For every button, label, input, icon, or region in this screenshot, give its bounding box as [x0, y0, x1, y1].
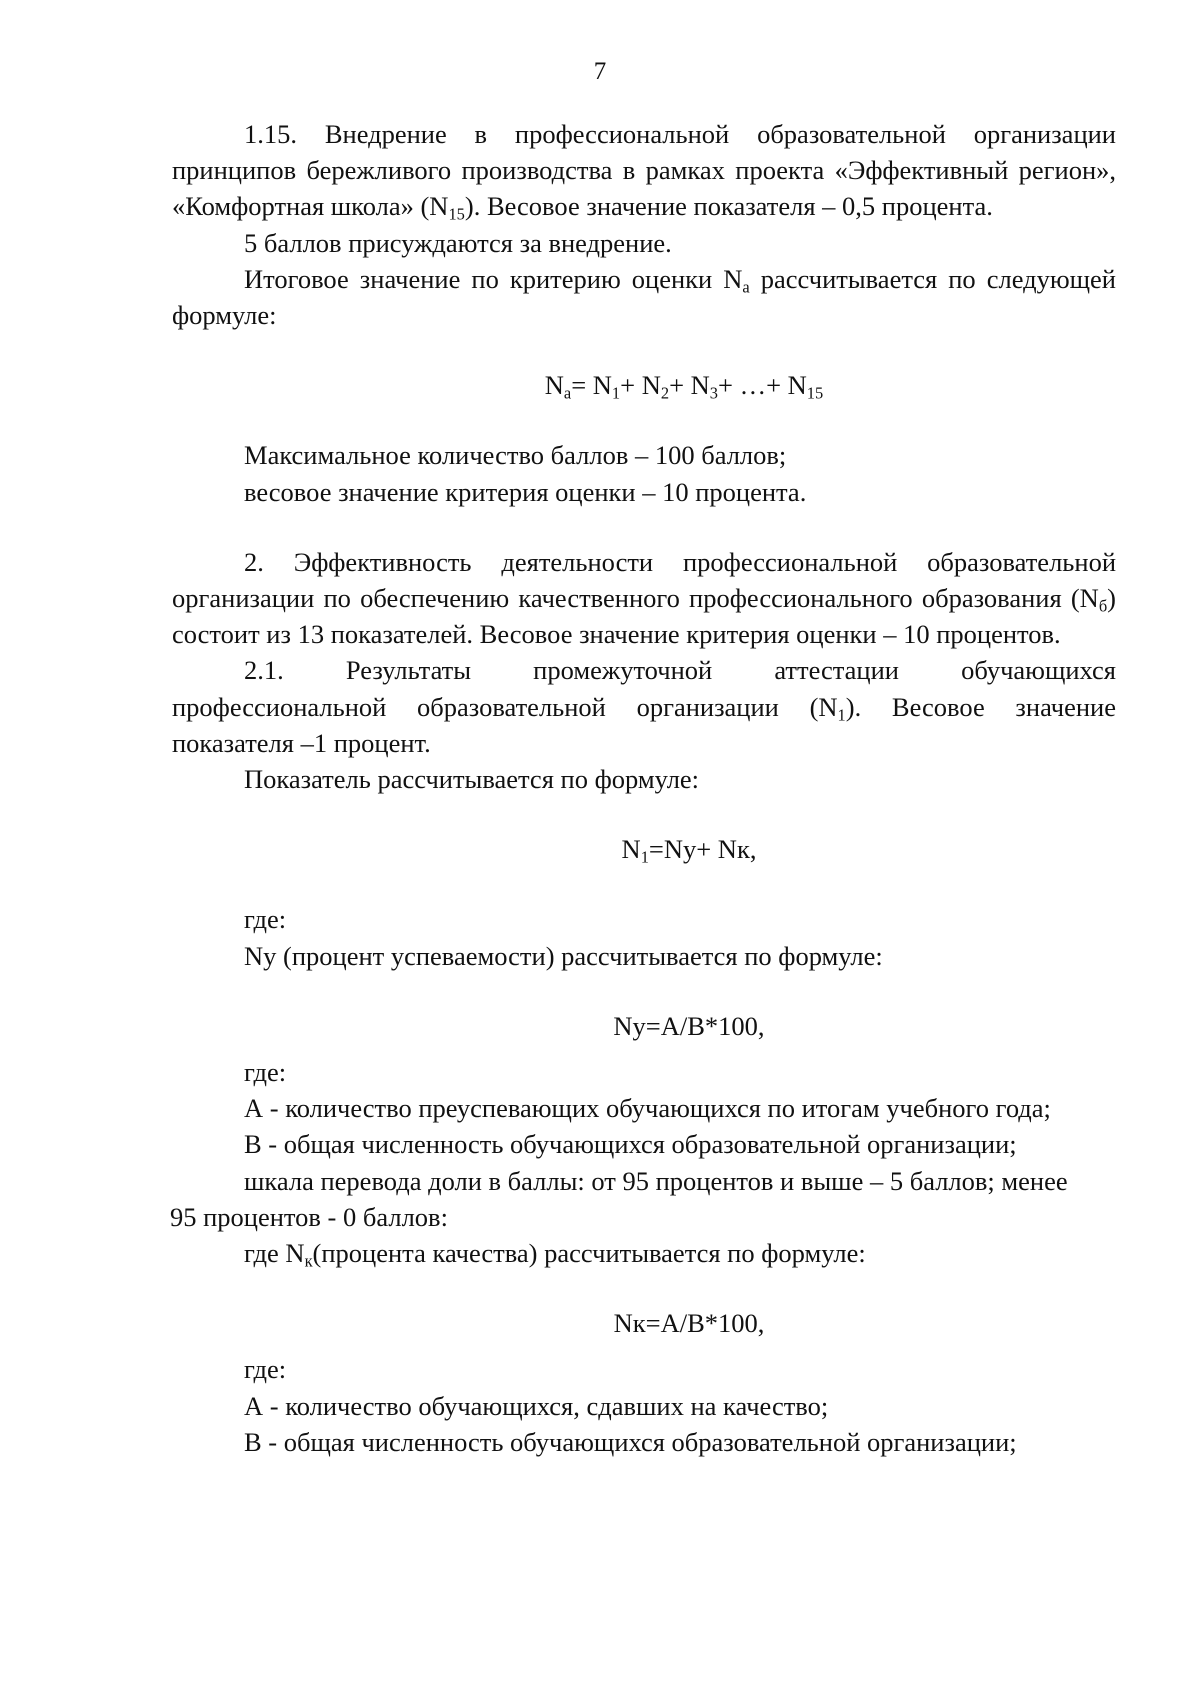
scale-line-1: шкала перевода доли в баллы: от 95 процентов и выше – 5 баллов; менее — [244, 1165, 1068, 1196]
paragraph-2-1-first-line: 2.1. Результаты промежуточной аттестации обучающихся — [244, 655, 1116, 686]
formula-ny: Nу=А/В*100, — [613, 1010, 765, 1041]
nk-intro: где $N_к(процента$ качества) рассчитывается по формуле: — [244, 1238, 866, 1271]
b-definition-2: В - общая численность обучающихся образовательной организации; — [244, 1426, 1017, 1457]
where-label-1: где: — [244, 904, 287, 935]
scale-line-2: 95 процентов - 0 баллов: — [170, 1201, 448, 1232]
max-score-line: Максимальное количество баллов – 100 баллов; — [244, 440, 787, 471]
formula-na: $N_а= N_1+ N_2+ N_3+$ …+ $N_{15}$ — [544, 370, 824, 403]
where-label-3: где: — [244, 1354, 287, 1385]
b-definition: В - общая численность обучающихся образовательной организации; — [244, 1129, 1017, 1160]
formula-nk: Nк=А/В*100, — [613, 1308, 765, 1339]
a-definition: А - количество преуспевающих обучающихся по итогам учебного года; — [244, 1093, 1051, 1124]
paragraph-2-1-rest: профессиональной образовательной организации $(N_1)$. Весовое значение показателя –1 процент. — [172, 691, 1117, 758]
paragraph-total-intro: Итоговое значение по критерию оценки $N_а$ рассчитывается по следующей формуле: — [172, 263, 1116, 331]
page-number: 7 — [593, 58, 607, 85]
calc-intro: Показатель рассчитывается по формуле: — [244, 764, 700, 795]
where-label-2: где: — [244, 1057, 287, 1088]
a-definition-2: А - количество обучающихся, сдавших на качество; — [244, 1390, 829, 1421]
weight-line: весовое значение критерия оценки – 10 процента. — [244, 476, 807, 507]
document-body — [172, 116, 1116, 1460]
paragraph-1-15: 1.15. Внедрение в профессиональной образовательной организации принципов бережливого производства в рамках проекта «Эффективный регион», «Комфортная школа» $(N_{15})$. Весовое значение показателя – 0,5 процента. — [172, 119, 1116, 224]
paragraph-award: 5 баллов присуждаются за внедрение. — [244, 227, 672, 258]
paragraph-2: 2. Эффективность деятельности профессиональной образовательной организации по обеспечению качественного профессионального образования $(N_б)$ состоит из 13 показателей. Весовое значение критерия оценки – 10 процентов. — [172, 546, 1116, 650]
formula-n1: $N_1=Nу+$ Nк, — [621, 834, 757, 867]
ny-intro: Nу (процент успеваемости) рассчитывается по формуле: — [244, 940, 883, 971]
